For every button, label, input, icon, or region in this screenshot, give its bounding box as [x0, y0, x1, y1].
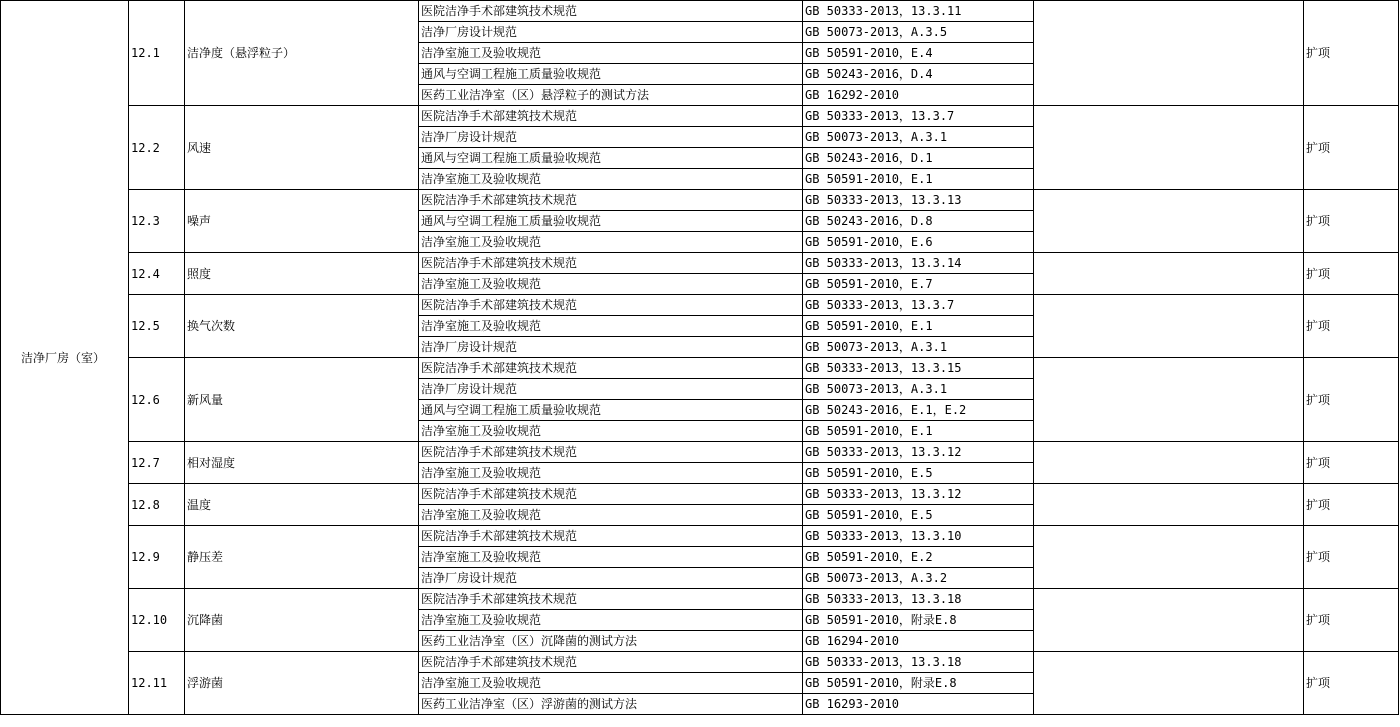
- remark-cell[interactable]: 扩项: [1304, 652, 1399, 715]
- standard-clause-cell[interactable]: GB 50591-2010，E.6: [803, 232, 1034, 253]
- item-number-cell[interactable]: 12.6: [129, 358, 185, 442]
- standard-name-cell[interactable]: 医院洁净手术部建筑技术规范: [419, 442, 803, 463]
- item-number-cell[interactable]: 12.8: [129, 484, 185, 526]
- table-row: [1, 526, 1399, 547]
- standard-clause-cell[interactable]: GB 50073-2013，A.3.1: [803, 337, 1034, 358]
- standard-clause-cell[interactable]: GB 50591-2010，E.2: [803, 547, 1034, 568]
- remark-cell[interactable]: 扩项: [1304, 442, 1399, 484]
- item-number-cell[interactable]: 12.9: [129, 526, 185, 589]
- standard-clause-cell[interactable]: GB 50243-2016，E.1，E.2: [803, 400, 1034, 421]
- standard-name-cell[interactable]: 洁净厂房设计规范: [419, 127, 803, 148]
- standard-name-cell[interactable]: 洁净室施工及验收规范: [419, 232, 803, 253]
- standard-name-cell[interactable]: 医药工业洁净室（区）沉降菌的测试方法: [419, 631, 803, 652]
- empty-cell[interactable]: [1034, 652, 1304, 715]
- standard-clause-cell[interactable]: GB 50591-2010，附录E.8: [803, 673, 1034, 694]
- standard-name-cell[interactable]: 洁净室施工及验收规范: [419, 610, 803, 631]
- standard-name-cell[interactable]: 医院洁净手术部建筑技术规范: [419, 589, 803, 610]
- standard-name-cell[interactable]: 洁净室施工及验收规范: [419, 463, 803, 484]
- standard-clause-cell[interactable]: GB 50243-2016，D.1: [803, 148, 1034, 169]
- parameter-name-cell[interactable]: 沉降菌: [185, 589, 419, 652]
- standard-clause-cell[interactable]: GB 50243-2016，D.4: [803, 64, 1034, 85]
- standard-clause-cell[interactable]: GB 50591-2010，附录E.8: [803, 610, 1034, 631]
- standard-clause-cell[interactable]: GB 50073-2013，A.3.2: [803, 568, 1034, 589]
- parameter-name-cell[interactable]: 换气次数: [185, 295, 419, 358]
- standard-name-cell[interactable]: 洁净室施工及验收规范: [419, 274, 803, 295]
- item-number-cell[interactable]: 12.4: [129, 253, 185, 295]
- category-cell[interactable]: 洁净厂房（室）: [1, 1, 129, 715]
- standard-name-cell[interactable]: 洁净厂房设计规范: [419, 568, 803, 589]
- empty-cell[interactable]: [1034, 106, 1304, 190]
- standard-name-cell[interactable]: 医药工业洁净室（区）浮游菌的测试方法: [419, 694, 803, 715]
- standard-clause-cell[interactable]: GB 50333-2013，13.3.12: [803, 442, 1034, 463]
- standard-clause-cell[interactable]: GB 50591-2010，E.7: [803, 274, 1034, 295]
- standard-clause-cell[interactable]: GB 50333-2013，13.3.14: [803, 253, 1034, 274]
- standard-clause-cell[interactable]: GB 50591-2010，E.4: [803, 43, 1034, 64]
- standard-clause-cell[interactable]: GB 50591-2010，E.5: [803, 463, 1034, 484]
- standard-name-cell[interactable]: 洁净室施工及验收规范: [419, 169, 803, 190]
- standard-name-cell[interactable]: 医院洁净手术部建筑技术规范: [419, 484, 803, 505]
- item-number-cell[interactable]: 12.11: [129, 652, 185, 715]
- table-row: [1, 1, 1399, 22]
- standard-name-cell[interactable]: 洁净室施工及验收规范: [419, 316, 803, 337]
- remark-cell[interactable]: 扩项: [1304, 295, 1399, 358]
- item-number-cell[interactable]: 12.3: [129, 190, 185, 253]
- parameter-name-cell[interactable]: 噪声: [185, 190, 419, 253]
- empty-cell[interactable]: [1034, 484, 1304, 526]
- remark-cell[interactable]: 扩项: [1304, 526, 1399, 589]
- standard-name-cell[interactable]: 医院洁净手术部建筑技术规范: [419, 253, 803, 274]
- standard-clause-cell[interactable]: GB 50333-2013，13.3.18: [803, 652, 1034, 673]
- standard-name-cell[interactable]: 医院洁净手术部建筑技术规范: [419, 358, 803, 379]
- remark-cell[interactable]: 扩项: [1304, 106, 1399, 190]
- item-number-cell[interactable]: 12.7: [129, 442, 185, 484]
- remark-cell[interactable]: 扩项: [1304, 589, 1399, 652]
- standard-clause-cell[interactable]: GB 50591-2010，E.1: [803, 169, 1034, 190]
- standard-clause-cell[interactable]: GB 50073-2013，A.3.5: [803, 22, 1034, 43]
- standard-name-cell[interactable]: 医院洁净手术部建筑技术规范: [419, 526, 803, 547]
- parameter-name-cell[interactable]: 相对湿度: [185, 442, 419, 484]
- standard-clause-cell[interactable]: GB 50333-2013，13.3.15: [803, 358, 1034, 379]
- table-row: [1, 190, 1399, 211]
- parameter-name-cell[interactable]: 风速: [185, 106, 419, 190]
- table-row: [1, 442, 1399, 463]
- empty-cell[interactable]: [1034, 295, 1304, 358]
- standard-name-cell[interactable]: 医院洁净手术部建筑技术规范: [419, 106, 803, 127]
- remark-cell[interactable]: 扩项: [1304, 190, 1399, 253]
- standard-clause-cell[interactable]: GB 50333-2013，13.3.11: [803, 1, 1034, 22]
- table-row: [1, 295, 1399, 316]
- empty-cell[interactable]: [1034, 526, 1304, 589]
- parameter-name-cell[interactable]: 新风量: [185, 358, 419, 442]
- item-number-cell[interactable]: 12.1: [129, 1, 185, 106]
- standard-clause-cell[interactable]: GB 50591-2010，E.1: [803, 421, 1034, 442]
- standard-clause-cell[interactable]: GB 50243-2016，D.8: [803, 211, 1034, 232]
- standard-name-cell[interactable]: 洁净厂房设计规范: [419, 22, 803, 43]
- table-row: [1, 484, 1399, 505]
- standard-clause-cell[interactable]: GB 50073-2013，A.3.1: [803, 127, 1034, 148]
- parameter-name-cell[interactable]: 洁净度（悬浮粒子）: [185, 1, 419, 106]
- standard-name-cell[interactable]: 洁净室施工及验收规范: [419, 421, 803, 442]
- remark-cell[interactable]: 扩项: [1304, 358, 1399, 442]
- standard-clause-cell[interactable]: GB 16293-2010: [803, 694, 1034, 715]
- empty-cell[interactable]: [1034, 442, 1304, 484]
- standard-name-cell[interactable]: 医院洁净手术部建筑技术规范: [419, 190, 803, 211]
- standard-name-cell[interactable]: 洁净室施工及验收规范: [419, 43, 803, 64]
- standard-name-cell[interactable]: 洁净厂房设计规范: [419, 379, 803, 400]
- standard-clause-cell[interactable]: GB 50333-2013，13.3.10: [803, 526, 1034, 547]
- table-row: [1, 106, 1399, 127]
- parameter-name-cell[interactable]: 浮游菌: [185, 652, 419, 715]
- empty-cell[interactable]: [1034, 190, 1304, 253]
- standard-name-cell[interactable]: 医药工业洁净室（区）悬浮粒子的测试方法: [419, 85, 803, 106]
- standard-clause-cell[interactable]: GB 16292-2010: [803, 85, 1034, 106]
- standard-name-cell[interactable]: 通风与空调工程施工质量验收规范: [419, 148, 803, 169]
- table-row: [1, 652, 1399, 673]
- item-number-cell[interactable]: 12.10: [129, 589, 185, 652]
- remark-cell[interactable]: 扩项: [1304, 484, 1399, 526]
- empty-cell[interactable]: [1034, 589, 1304, 652]
- standard-clause-cell[interactable]: GB 50333-2013，13.3.18: [803, 589, 1034, 610]
- remark-cell[interactable]: 扩项: [1304, 253, 1399, 295]
- table-row: [1, 589, 1399, 610]
- standard-clause-cell[interactable]: GB 50333-2013，13.3.13: [803, 190, 1034, 211]
- standard-clause-cell[interactable]: GB 50333-2013，13.3.12: [803, 484, 1034, 505]
- standard-name-cell[interactable]: 洁净室施工及验收规范: [419, 547, 803, 568]
- standard-name-cell[interactable]: 通风与空调工程施工质量验收规范: [419, 64, 803, 85]
- standard-clause-cell[interactable]: GB 50333-2013，13.3.7: [803, 295, 1034, 316]
- standard-clause-cell[interactable]: GB 50591-2010，E.5: [803, 505, 1034, 526]
- standard-clause-cell[interactable]: GB 50591-2010，E.1: [803, 316, 1034, 337]
- empty-cell[interactable]: [1034, 1, 1304, 106]
- parameter-name-cell[interactable]: 照度: [185, 253, 419, 295]
- standard-name-cell[interactable]: 通风与空调工程施工质量验收规范: [419, 400, 803, 421]
- table-row: [1, 358, 1399, 379]
- item-number-cell[interactable]: 12.5: [129, 295, 185, 358]
- item-number-cell[interactable]: 12.2: [129, 106, 185, 190]
- parameter-name-cell[interactable]: 温度: [185, 484, 419, 526]
- empty-cell[interactable]: [1034, 253, 1304, 295]
- empty-cell[interactable]: [1034, 358, 1304, 442]
- remark-cell[interactable]: 扩项: [1304, 1, 1399, 106]
- standard-name-cell[interactable]: 通风与空调工程施工质量验收规范: [419, 211, 803, 232]
- standard-name-cell[interactable]: 医院洁净手术部建筑技术规范: [419, 295, 803, 316]
- standard-name-cell[interactable]: 医院洁净手术部建筑技术规范: [419, 652, 803, 673]
- standard-clause-cell[interactable]: GB 16294-2010: [803, 631, 1034, 652]
- standard-name-cell[interactable]: 洁净厂房设计规范: [419, 337, 803, 358]
- standard-name-cell[interactable]: 医院洁净手术部建筑技术规范: [419, 1, 803, 22]
- standard-clause-cell[interactable]: GB 50073-2013，A.3.1: [803, 379, 1034, 400]
- standard-clause-cell[interactable]: GB 50333-2013，13.3.7: [803, 106, 1034, 127]
- table-row: [1, 253, 1399, 274]
- parameter-name-cell[interactable]: 静压差: [185, 526, 419, 589]
- standard-name-cell[interactable]: 洁净室施工及验收规范: [419, 505, 803, 526]
- standard-name-cell[interactable]: 洁净室施工及验收规范: [419, 673, 803, 694]
